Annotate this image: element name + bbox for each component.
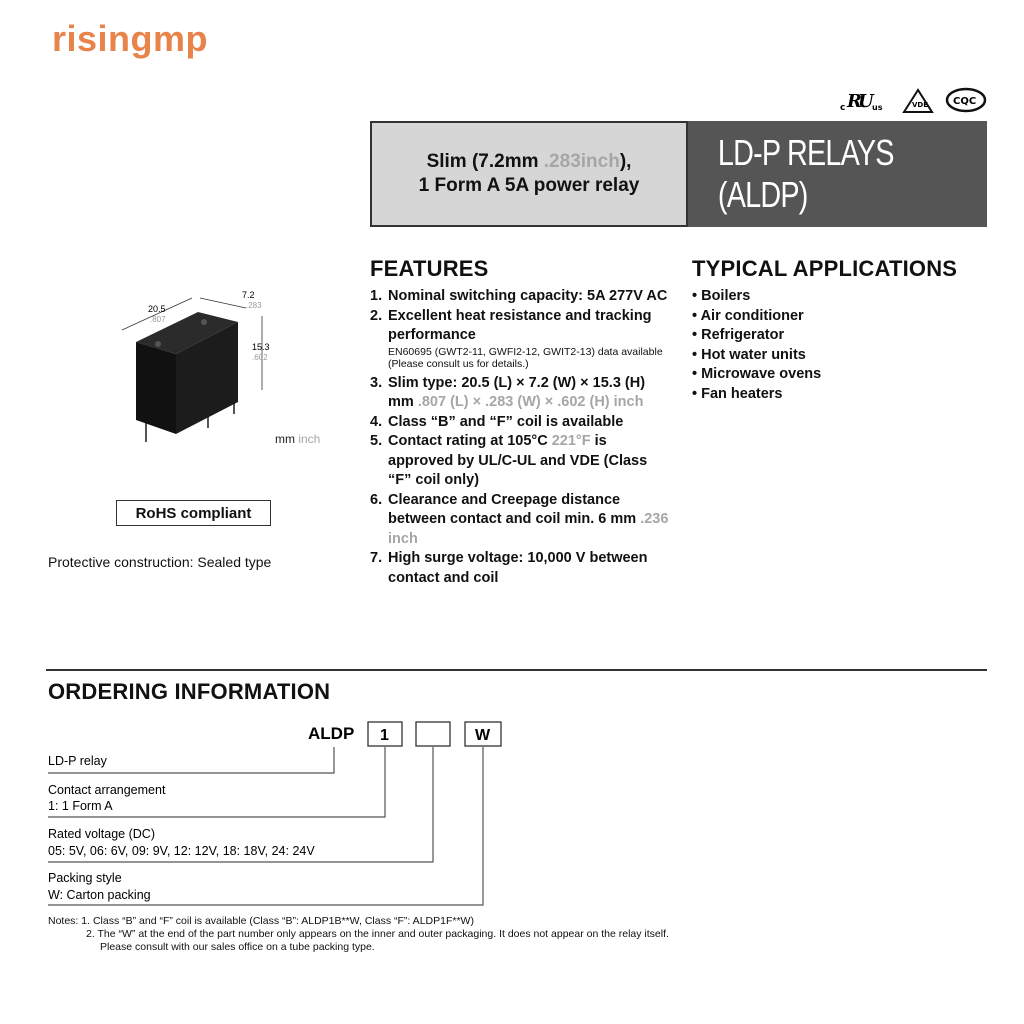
note-1: Notes: 1. Class “B” and “F” coil is available (Class “B”: ALDP1B**W, Class “F”: ALDP1F**W) bbox=[48, 915, 474, 927]
section-divider bbox=[46, 669, 987, 671]
svg-text:c: c bbox=[840, 103, 846, 113]
part-box-3-label: W bbox=[475, 727, 491, 744]
features-title: FEATURES bbox=[370, 256, 489, 281]
svg-text:us: us bbox=[872, 103, 883, 112]
units-legend: mm inch bbox=[275, 432, 321, 446]
dim-depth-inch: .283 bbox=[246, 301, 262, 310]
applications-title: TYPICAL APPLICATIONS bbox=[692, 256, 958, 281]
header-subtitle-box bbox=[370, 121, 688, 227]
svg-text:VDE: VDE bbox=[912, 101, 929, 109]
relay-front-face bbox=[136, 342, 176, 434]
notes bbox=[48, 915, 669, 954]
ordering-row-3-detail: 05: 5V, 06: 6V, 09: 9V, 12: 12V, 18: 18V, 24: 24V bbox=[48, 844, 315, 858]
dim-height-inch: .602 bbox=[252, 353, 268, 362]
feature-item: 5. Contact rating at 105°C 221°F is approved by UL/C-UL and VDE (Class “F” coil only) bbox=[370, 433, 648, 488]
dim-width-inch: .807 bbox=[150, 315, 166, 324]
rohs-badge: RoHS compliant bbox=[116, 500, 271, 526]
svg-text:R: R bbox=[847, 91, 862, 112]
header-line-1: Slim (7.2mm .283inch), bbox=[426, 151, 632, 172]
application-item: • Boilers bbox=[692, 288, 751, 304]
relay-figure bbox=[100, 284, 340, 454]
ordering-row-2: Contact arrangement bbox=[48, 783, 166, 797]
product-title: LD-P RELAYS (ALDP) bbox=[688, 121, 987, 227]
header-line-2: 1 Form A 5A power relay bbox=[418, 175, 640, 196]
svg-text:CQC: CQC bbox=[953, 96, 977, 107]
part-box-2 bbox=[416, 722, 450, 746]
ordering-row-4-detail: W: Carton packing bbox=[48, 888, 151, 902]
application-item: • Refrigerator bbox=[692, 327, 785, 343]
ordering-diagram bbox=[0, 715, 1024, 915]
brand-logo: risingmp bbox=[52, 18, 209, 59]
feature-item: 2. Excellent heat resistance and tracking performance EN60695 (GWT2-11, GWFI2-12, GWIT2-13) data available (Please consult us for details.) bbox=[370, 307, 663, 370]
ordering-row-1: LD-P relay bbox=[48, 754, 107, 768]
certification-marks bbox=[836, 86, 988, 118]
svg-text:U: U bbox=[858, 91, 874, 112]
ordering-row-3: Rated voltage (DC) bbox=[48, 827, 155, 841]
dim-height: 15.3 bbox=[252, 342, 270, 352]
feature-item: 3. Slim type: 20.5 (L) × 7.2 (W) × 15.3 (H) mm .807 (L) × .283 (W) × .602 (H) inch bbox=[370, 374, 646, 410]
ordering-row-2-detail: 1: 1 Form A bbox=[48, 799, 113, 813]
note-3: Please consult with our sales office on a tube packing type. bbox=[100, 941, 375, 953]
feature-item: 4. Class “B” and “F” coil is available bbox=[370, 413, 624, 430]
ordering-row-4: Packing style bbox=[48, 871, 122, 885]
protective-construction: Protective construction: Sealed type bbox=[48, 554, 272, 570]
cqc-mark-icon bbox=[947, 89, 985, 111]
part-box-1-label: 1 bbox=[380, 727, 389, 744]
vde-mark-icon bbox=[904, 90, 932, 112]
note-2: 2. The “W” at the end of the part number only appears on the inner and outer packaging. It does not appear on the relay itself. bbox=[86, 928, 669, 940]
dim-width: 20.5 bbox=[148, 304, 166, 314]
application-item: • Hot water units bbox=[692, 346, 806, 363]
feature-item: 6. Clearance and Creepage distance between contact and coil min. 6 mm .236 inch bbox=[370, 491, 669, 547]
dim-depth: 7.2 bbox=[242, 290, 255, 300]
feature-item: 7. High surge voltage: 10,000 V between contact and coil bbox=[370, 550, 648, 586]
ul-mark-icon bbox=[840, 91, 883, 113]
part-prefix: ALDP bbox=[308, 724, 355, 743]
ordering-title: ORDERING INFORMATION bbox=[48, 679, 331, 704]
features-list bbox=[370, 287, 670, 588]
feature-item: 1. Nominal switching capacity: 5A 277V AC bbox=[370, 288, 668, 304]
application-item: • Fan heaters bbox=[692, 385, 783, 402]
application-item: • Air conditioner bbox=[692, 307, 804, 324]
applications-list bbox=[692, 287, 821, 404]
application-item: • Microwave ovens bbox=[692, 366, 822, 382]
